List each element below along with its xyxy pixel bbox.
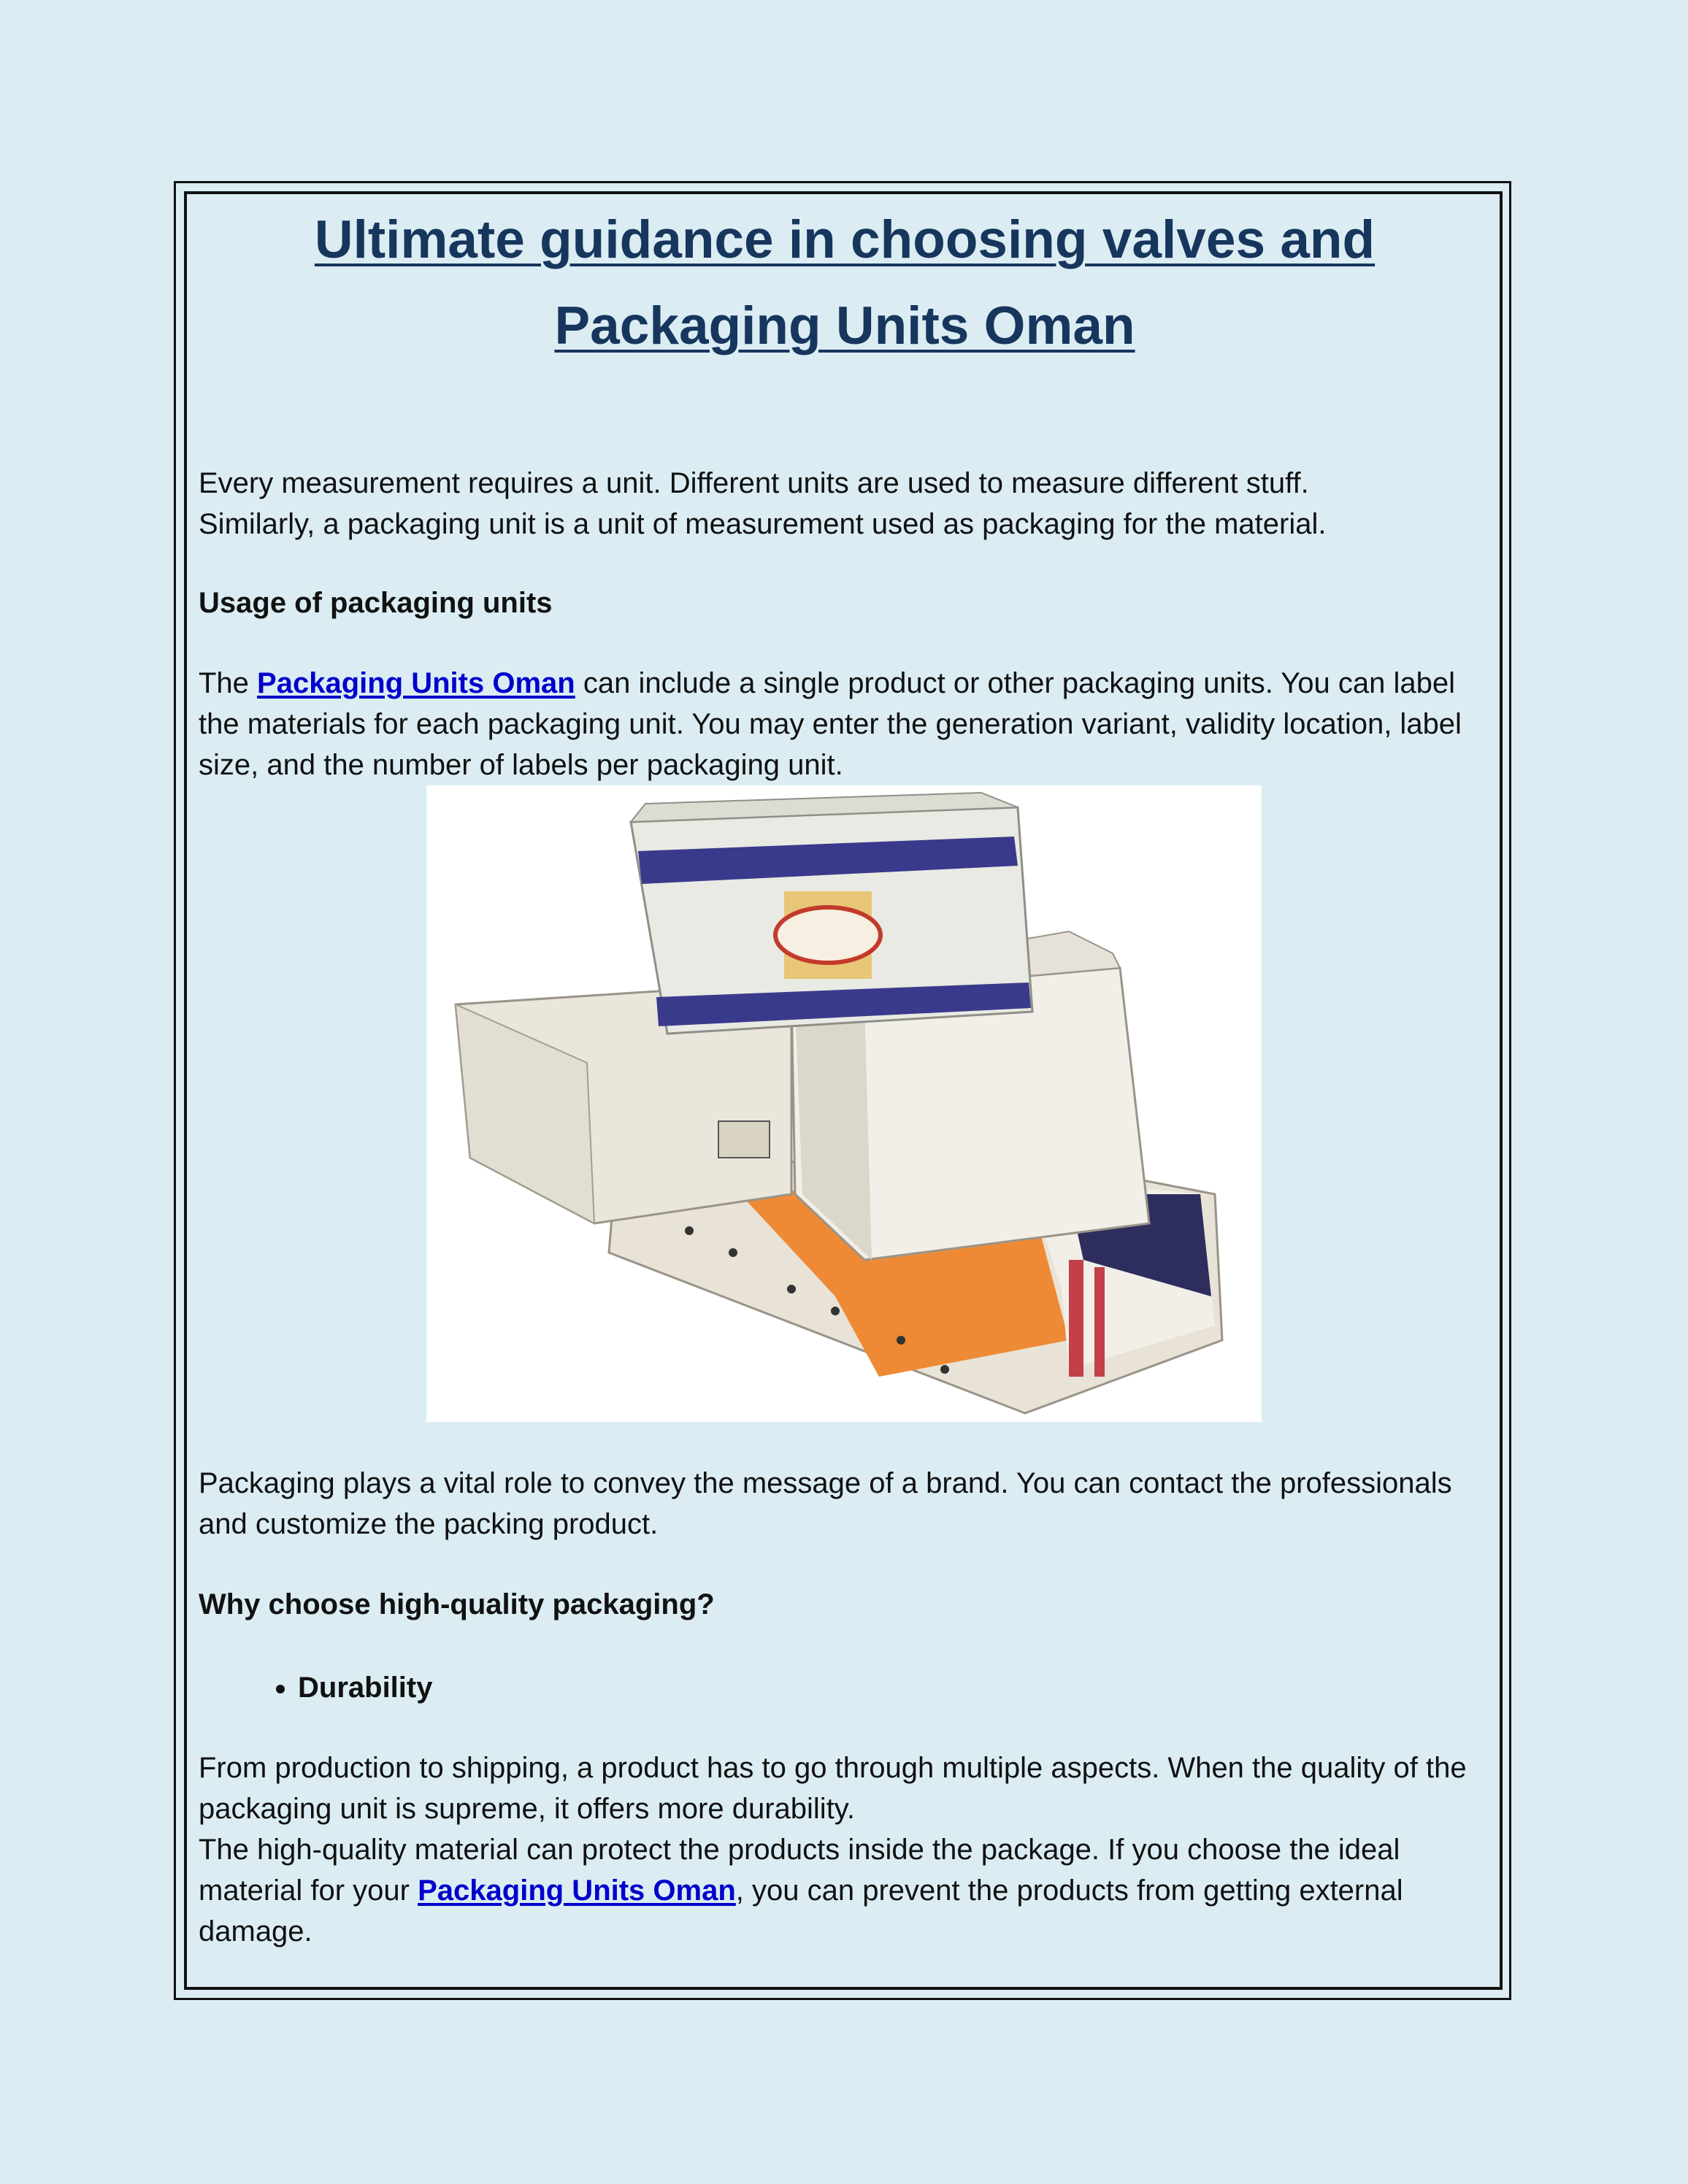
packaging-boxes-image [426,785,1262,1422]
durability-paragraph [199,1747,1491,1952]
usage-paragraph [199,663,1491,785]
stacked-cardboard-boxes-photo [426,785,1262,1422]
durability-text-end: , you can prevent the products from getting external damage. [199,1875,1403,1947]
durability-line-1: From production to shipping, a product has to go through multiple aspects. When the quality of the packaging unit is supreme, it offers more durability. [199,1752,1467,1825]
intro-line-1: Every measurement requires a unit. Different units are used to measure different stuff. [199,467,1309,499]
usage-text-end: can include a single product or other packaging units. You can label the materials for each packaging unit. You may enter the generation variant, validity location, label size, and the number of labels per packaging unit. [199,667,1462,781]
reasons-list [199,1667,1491,1708]
durability-text-start: The high-quality material can protect the products inside the package. If you choose the ideal material for your [199,1834,1400,1907]
packaging-units-oman-link-2[interactable]: Packaging Units Oman [418,1875,736,1907]
page-title [199,197,1491,369]
title-line-2: Packaging Units Oman [554,296,1135,355]
brand-paragraph: Packaging plays a vital role to convey the message of a brand. You can contact the professionals and customize the packing product. [199,1467,1452,1540]
list-item-durability: • Durability [298,1667,1491,1708]
title-line-1: Ultimate guidance in choosing valves and [314,210,1376,269]
intro-paragraph [199,463,1491,545]
why-heading: Why choose high-quality packaging? [199,1588,715,1620]
packaging-units-oman-link[interactable]: Packaging Units Oman [257,667,575,699]
document-body [199,197,1491,1952]
usage-heading: Usage of packaging units [199,587,553,619]
usage-text-start: The [199,667,258,699]
intro-line-2: Similarly, a packaging unit is a unit of measurement used as packaging for the material. [199,508,1327,540]
